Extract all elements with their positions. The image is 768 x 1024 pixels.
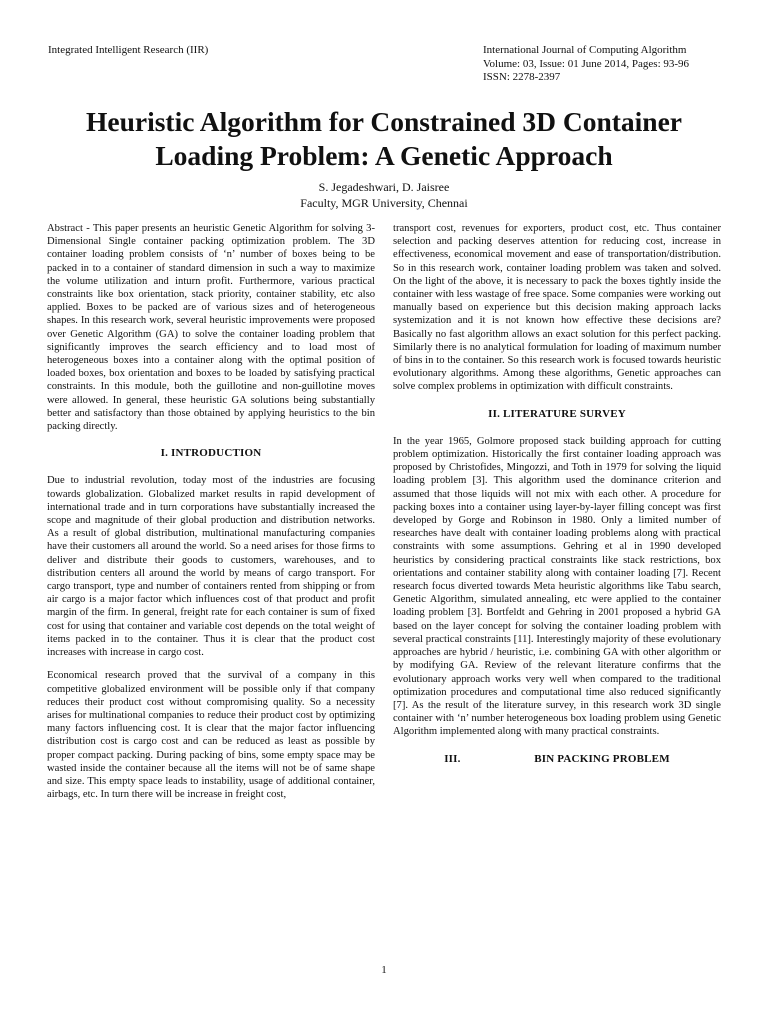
journal-issn: ISSN: 2278-2397 — [483, 71, 561, 83]
section-heading-introduction: I. INTRODUCTION — [160, 447, 262, 460]
intro-paragraph-1: Due to industrial revolution, today most of the industries are focusing towards globalization. Globalized market results in rapid development of international trade and in turn corporations have substantially increased the scope and magnitude of their global production and distribution networks. As a result of global distribution, multinational manufacturing companies have their customers all around the world. So a need arises for those firms to deliver and distribute their goods to customers, warehouses, and to distribution centers all around the world by means of cargo transport. For cargo transport, type and number of containers rented from shipping or from air cargo is a major factor which influences cost of that product and profit margin of the firm. In general, freight rate for each container is sum of fixed cost for using that container and variable cost depends on the total weight of items packed in to the container. Thus it is clear that the product cost increases with increase in cargo cost. — [47, 475, 375, 659]
journal-name: International Journal of Computing Algorithm — [483, 44, 687, 56]
section-title: BIN PACKING PROBLEM — [534, 752, 670, 765]
abstract: Abstract - This paper presents an heuristic Genetic Algorithm for solving 3-Dimensional Single container packing optimization problem. The 3D container loading problem consists of ‘n’ number of boxes being to be packed in to a container of standard dimension in such a way to maximize the volume utilization and inturn profit. Furthermore, various practical constraints like box orientation, stack priority, container stability, etc also applied. Boxes to be packed are of various sizes and of heterogeneous shapes. In this research work, several heuristic improvements were proposed over Genetic Algorithm (GA) to solve the container loading problem that significantly improves the search efficiency and to load most of heterogeneous boxes into a container along with the optimal position of loaded boxes, box orientation and boxes to be loaded by satisfying practical constraints. In this module, both the guillotine and non-guillotine moves were allowed. In general, these heuristic GA solutions being substantially better and satisfactory than those obtained by applying heuristics to the bin packing directly. — [47, 223, 375, 433]
section-heading-literature: II. LITERATURE SURVEY — [488, 407, 626, 420]
intro-paragraph-2: Economical research proved that the survival of a company in this competitive globalized environment will be possible only if that company reduces their product cost without compromising quality. So a necessity arises for multinational companies to reduce their product cost by optimizing many factors influencing cost. It is clear that the major factor influencing distribution cost is cargo cost and can be reduced as least as possible by proper compact packing. During packing of bins, some empty space may be wasted inside the container because all the items will not be of same shape and size. This empty space leads to instability, usage of additional container, airbags, etc. In turn there will be increase in freight cost, — [47, 670, 375, 801]
affiliation: Faculty, MGR University, Chennai — [300, 196, 468, 210]
section-heading-bin-packing — [393, 753, 721, 766]
journal-info — [483, 44, 719, 85]
left-column — [47, 222, 375, 811]
literature-paragraph: In the year 1965, Golmore proposed stack building approach for cutting problem optimization. Historically the first container loading approach was proposed by Christofides, Mingozzi, and Toth in 1979 for solving the liquid loading problem [3]. This algorithm used the dominance criterion and assumed that those liquids will not mix with each other. A procedure for packing boxes into a container using layer-by-layer filling concept was first developed by Gorge and Robinson in 1980. Only a limited number of researches have dealt with container loading problems along with practical constraints with some assumptions. Gehring et al in 1990 developed heuristics by considering practical constraints like stack restrictions, box orientations and container stability along with container loading [7]. Recent research focus diverted towards Meta heuristic algorithms like Tabu search, Genetic Algorithm, simulated annealing, etc were applied to the container loading problem [3]. Bortfeldt and Gehring in 2001 proposed a hybrid GA based on the layer concept for solving the container loading problem with several practical constraints [11]. Interestingly majority of these evolutionary approaches are hybrid / heuristic, i.e. combining GA with other algorithm or by modifying GA. Review of the relevant literature confirms that the evolutionary approach works very well when compared to the traditional optimization procedures and computational time also reduced significantly [7]. As the result of the literature survey, in this research work 3D single container with ‘n’ number heterogeneous box loading problem using Genetic Algorithm implemented along with many practical constraints. — [393, 435, 721, 738]
paper-title: Heuristic Algorithm for Constrained 3D Container Loading Problem: A Genetic Approach — [85, 106, 683, 171]
right-column — [393, 222, 721, 780]
journal-volume: Volume: 03, Issue: 01 June 2014, Pages: 93-96 — [483, 57, 690, 70]
journal-publisher: Integrated Intelligent Research (IIR) — [48, 44, 209, 56]
intro-paragraph-3: transport cost, revenues for exporters, product cost, etc. Thus container selection and packing deserves attention for reducing cost, increase in effectiveness, economical movement and ease of transportation/distribution. So in this research work, container loading problem was taken and solved. On the light of the above, it is necessary to pack the boxes tightly inside the container with less wastage of free space. Some companies were working out manually based on experience but this decision making approach lacks systemization and it is not known how effective these decisions are? Basically no fast algorithm allows an exact solution for this perfect packing. Similarly there is no analytical formulation for loading of maximum number of bins in to the container. So this research work is focused towards heuristic evolutionary algorithms. Among these algorithms, Genetic approaches can solve complex problems in optimization with difficult constraints. — [393, 223, 721, 393]
section-number: III. — [444, 752, 461, 765]
author-block — [0, 179, 768, 211]
page-number: 1 — [381, 964, 387, 976]
authors: S. Jegadeshwari, D. Jaisree — [318, 180, 450, 194]
